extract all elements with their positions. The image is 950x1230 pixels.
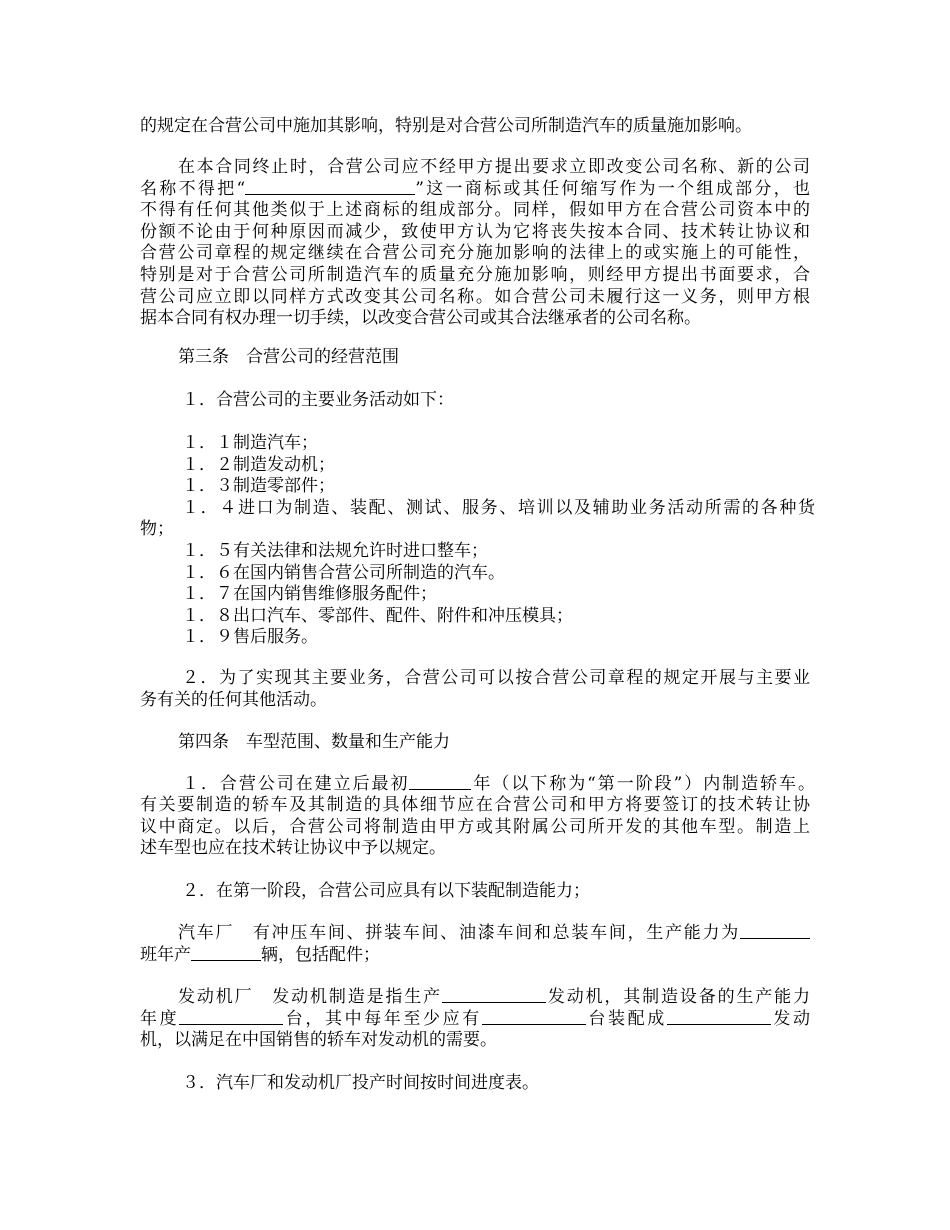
text-line: 在本合同终止时，合营公司应不经甲方提出要求立即改变公司名称、新的公司 bbox=[178, 157, 810, 177]
fill-blank bbox=[667, 1008, 771, 1025]
text-line: 合营公司章程的规定继续在合营公司充分施加影响的法律上的或实施上的可能性， bbox=[140, 243, 810, 263]
article-heading: 第三条 合营公司的经营范围 bbox=[178, 347, 399, 367]
text-line: 营公司应立即以同样方式改变其公司名称。如合营公司未履行这一义务，则甲方根 bbox=[140, 287, 810, 307]
fill-blank bbox=[740, 922, 810, 939]
text-line: 发动机厂 发动机制造是指生产 发动机，其制造设备的生产能力 bbox=[178, 987, 810, 1007]
text-line: 名称不得把“ ”这一商标或其任何缩写作为一个组成部分，也 bbox=[140, 179, 810, 199]
text-line: 物； bbox=[140, 519, 174, 539]
text-line: 不得有任何其他类似于上述商标的组成部分。同样，假如甲方在合营公司资本中的 bbox=[140, 200, 810, 220]
list-item: １．７在国内销售维修服务配件； bbox=[182, 584, 437, 604]
list-item: １．３制造零部件； bbox=[182, 476, 335, 496]
text-line: ２．为了实现其主要业务，合营公司可以按合营公司章程的规定开展与主要业 bbox=[182, 668, 810, 688]
list-item: １．６在国内销售合营公司所制造的汽车。 bbox=[182, 563, 505, 583]
text-line: 班年产 辆，包括配件； bbox=[140, 945, 380, 965]
fill-blank bbox=[191, 944, 261, 961]
fill-blank bbox=[482, 1008, 586, 1025]
text-line: 机，以满足在中国销售的轿车对发动机的需要。 bbox=[140, 1030, 497, 1050]
text-line: 年度 台，其中每年至少应有 台装配成 发动 bbox=[140, 1009, 811, 1029]
text-line: １．合营公司的主要业务活动如下： bbox=[182, 390, 454, 410]
list-item: １．１制造汽车； bbox=[182, 433, 318, 453]
list-item: １．２制造发动机； bbox=[182, 455, 335, 475]
fill-blank bbox=[179, 1008, 283, 1025]
list-item: １．８出口汽车、零部件、配件、附件和冲压模具； bbox=[182, 606, 573, 626]
text-line: 特别是对于合营公司所制造汽车的质量充分施加影响，则经甲方提出书面要求，合 bbox=[140, 265, 810, 285]
text-line: 的规定在合营公司中施加其影响，特别是对合营公司所制造汽车的质量施加影响。 bbox=[140, 116, 752, 136]
fill-blank bbox=[409, 773, 471, 790]
text-line: ２．在第一阶段，合营公司应具有以下装配制造能力； bbox=[182, 881, 590, 901]
text-line: 务有关的任何其他活动。 bbox=[140, 690, 327, 710]
text-line: 份额不论由于何种原因而减少，致使甲方认为它将丧失按本合同、技术转让协议和 bbox=[140, 222, 810, 242]
text-line: 汽车厂 有冲压车间、拼装车间、油漆车间和总装车间，生产能力为 bbox=[178, 922, 810, 944]
text-line: 据本合同有权办理一切手续，以改变合营公司或其合法继承者的公司名称。 bbox=[140, 308, 701, 328]
list-item: １．９售后服务。 bbox=[182, 627, 318, 647]
fill-blank bbox=[442, 986, 546, 1003]
list-item: １．４进口为制造、装配、测试、服务、培训以及辅助业务活动所需的各种货 bbox=[182, 498, 815, 518]
list-item: １．５有关法律和法规允许时进口整车； bbox=[182, 541, 488, 561]
text-line: １．合营公司在建立后最初 年（以下称为“第一阶段”）内制造轿车。 bbox=[182, 774, 815, 794]
article-heading: 第四条 车型范围、数量和生产能力 bbox=[178, 732, 450, 752]
text-line: 述车型也应在技术转让协议中予以规定。 bbox=[140, 838, 446, 858]
text-line: ３．汽车厂和发动机厂投产时间按时间进度表。 bbox=[182, 1073, 539, 1093]
text-line: 有关要制造的轿车及其制造的具体细节应在合营公司和甲方将要签订的技术转让协 bbox=[140, 795, 810, 815]
fill-blank bbox=[245, 178, 415, 195]
text-line: 议中商定。以后，合营公司将制造由甲方或其附属公司所开发的其他车型。制造上 bbox=[140, 817, 810, 837]
